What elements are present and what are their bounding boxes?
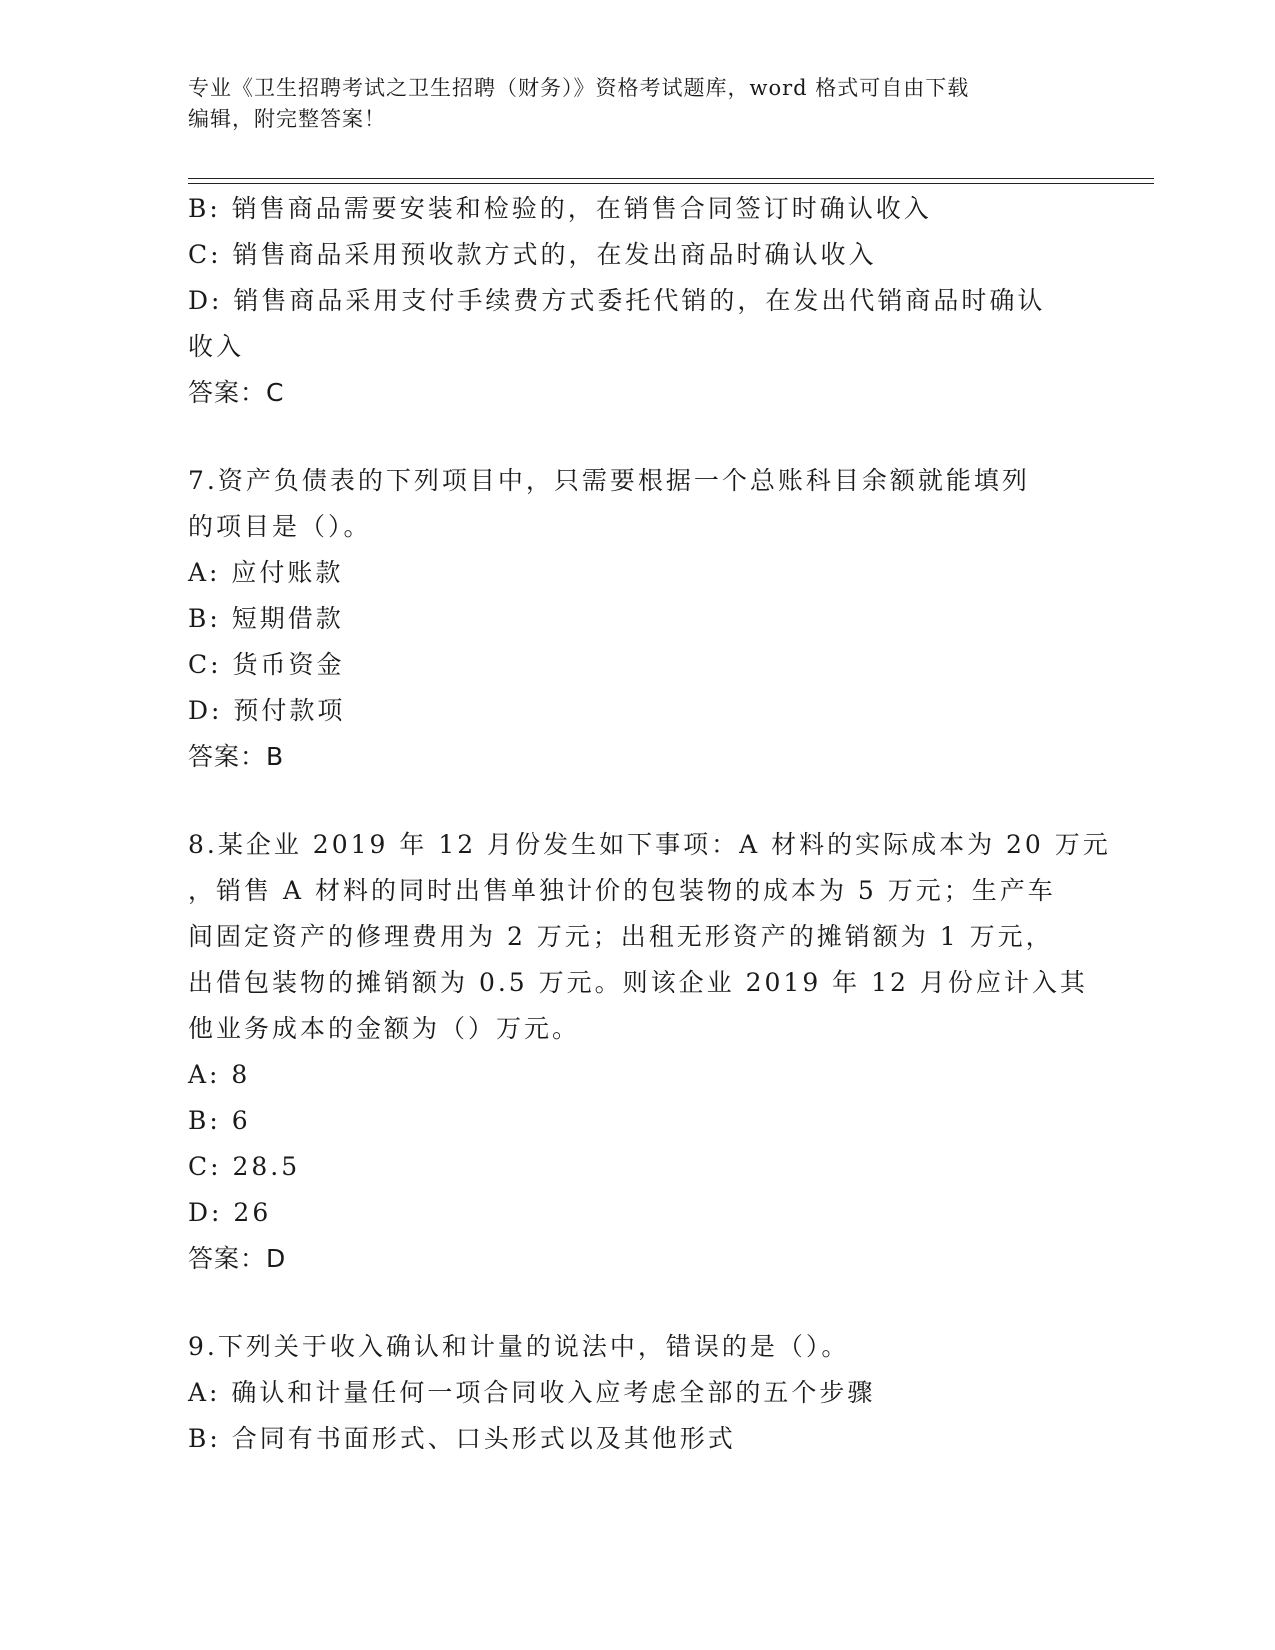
q7-option-d: D: 预付款项	[188, 696, 346, 725]
q9-option-b: B: 合同有书面形式、口头形式以及其他形式	[188, 1424, 736, 1453]
q8-stem-line-2: ，销售 A 材料的同时出售单独计价的包装物的成本为 5 万元；生产车	[188, 876, 1056, 905]
header-divider-bottom	[188, 183, 1154, 184]
q7-option-c: C: 货币资金	[188, 650, 345, 679]
header-line-1: 专业《卫生招聘考试之卫生招聘（财务）》资格考试题库，word 格式可自由下载	[188, 76, 970, 100]
q8-option-c: C: 28.5	[188, 1152, 301, 1181]
question-8	[188, 822, 1111, 1282]
q7-stem-line-2: 的项目是（）。	[188, 512, 372, 541]
spacer	[188, 416, 1088, 458]
q8-option-b: B: 6	[188, 1106, 251, 1135]
q7-answer: 答案：B	[188, 742, 285, 771]
question-list	[188, 186, 1111, 1462]
q7-stem-line-1: 7.资产负债表的下列项目中，只需要根据一个总账科目余额就能填列	[188, 466, 1030, 495]
q6-option-b: B: 销售商品需要安装和检验的，在销售合同签订时确认收入	[188, 194, 932, 223]
spacer	[188, 1282, 1088, 1324]
q8-stem-line-1: 8.某企业 2019 年 12 月份发生如下事项：A 材料的实际成本为 20 万元	[188, 830, 1111, 859]
q8-option-d: D: 26	[188, 1198, 272, 1227]
question-7	[188, 458, 1088, 780]
header-divider-top	[188, 178, 1154, 179]
q6-option-c: C: 销售商品采用预收款方式的，在发出商品时确认收入	[188, 240, 877, 269]
q6-option-d-line-1: D: 销售商品采用支付手续费方式委托代销的，在发出代销商品时确认	[188, 286, 1046, 315]
q6-option-d-line-2: 收入	[188, 332, 245, 361]
q9-option-a: A: 确认和计量任何一项合同收入应考虑全部的五个步骤	[188, 1378, 876, 1407]
question-9	[188, 1324, 1088, 1462]
header-line-2: 编辑，附完整答案！	[188, 107, 386, 131]
q7-option-b: B: 短期借款	[188, 604, 344, 633]
q8-answer: 答案：D	[188, 1244, 287, 1273]
q7-option-a: A: 应付账款	[188, 558, 344, 587]
q9-stem-line-1: 9.下列关于收入确认和计量的说法中，错误的是（）。	[188, 1332, 850, 1361]
q8-stem-line-5: 他业务成本的金额为（）万元。	[188, 1014, 581, 1043]
spacer	[188, 780, 1088, 822]
q8-stem-line-4: 出借包装物的摊销额为 0.5 万元。则该企业 2019 年 12 月份应计入其	[188, 968, 1088, 997]
q6-answer: 答案：C	[188, 378, 285, 407]
document-header	[188, 73, 1068, 135]
q8-option-a: A: 8	[188, 1060, 251, 1089]
question-6	[188, 186, 1088, 416]
q8-stem-line-3: 间固定资产的修理费用为 2 万元；出租无形资产的摊销额为 1 万元，	[188, 922, 1054, 951]
